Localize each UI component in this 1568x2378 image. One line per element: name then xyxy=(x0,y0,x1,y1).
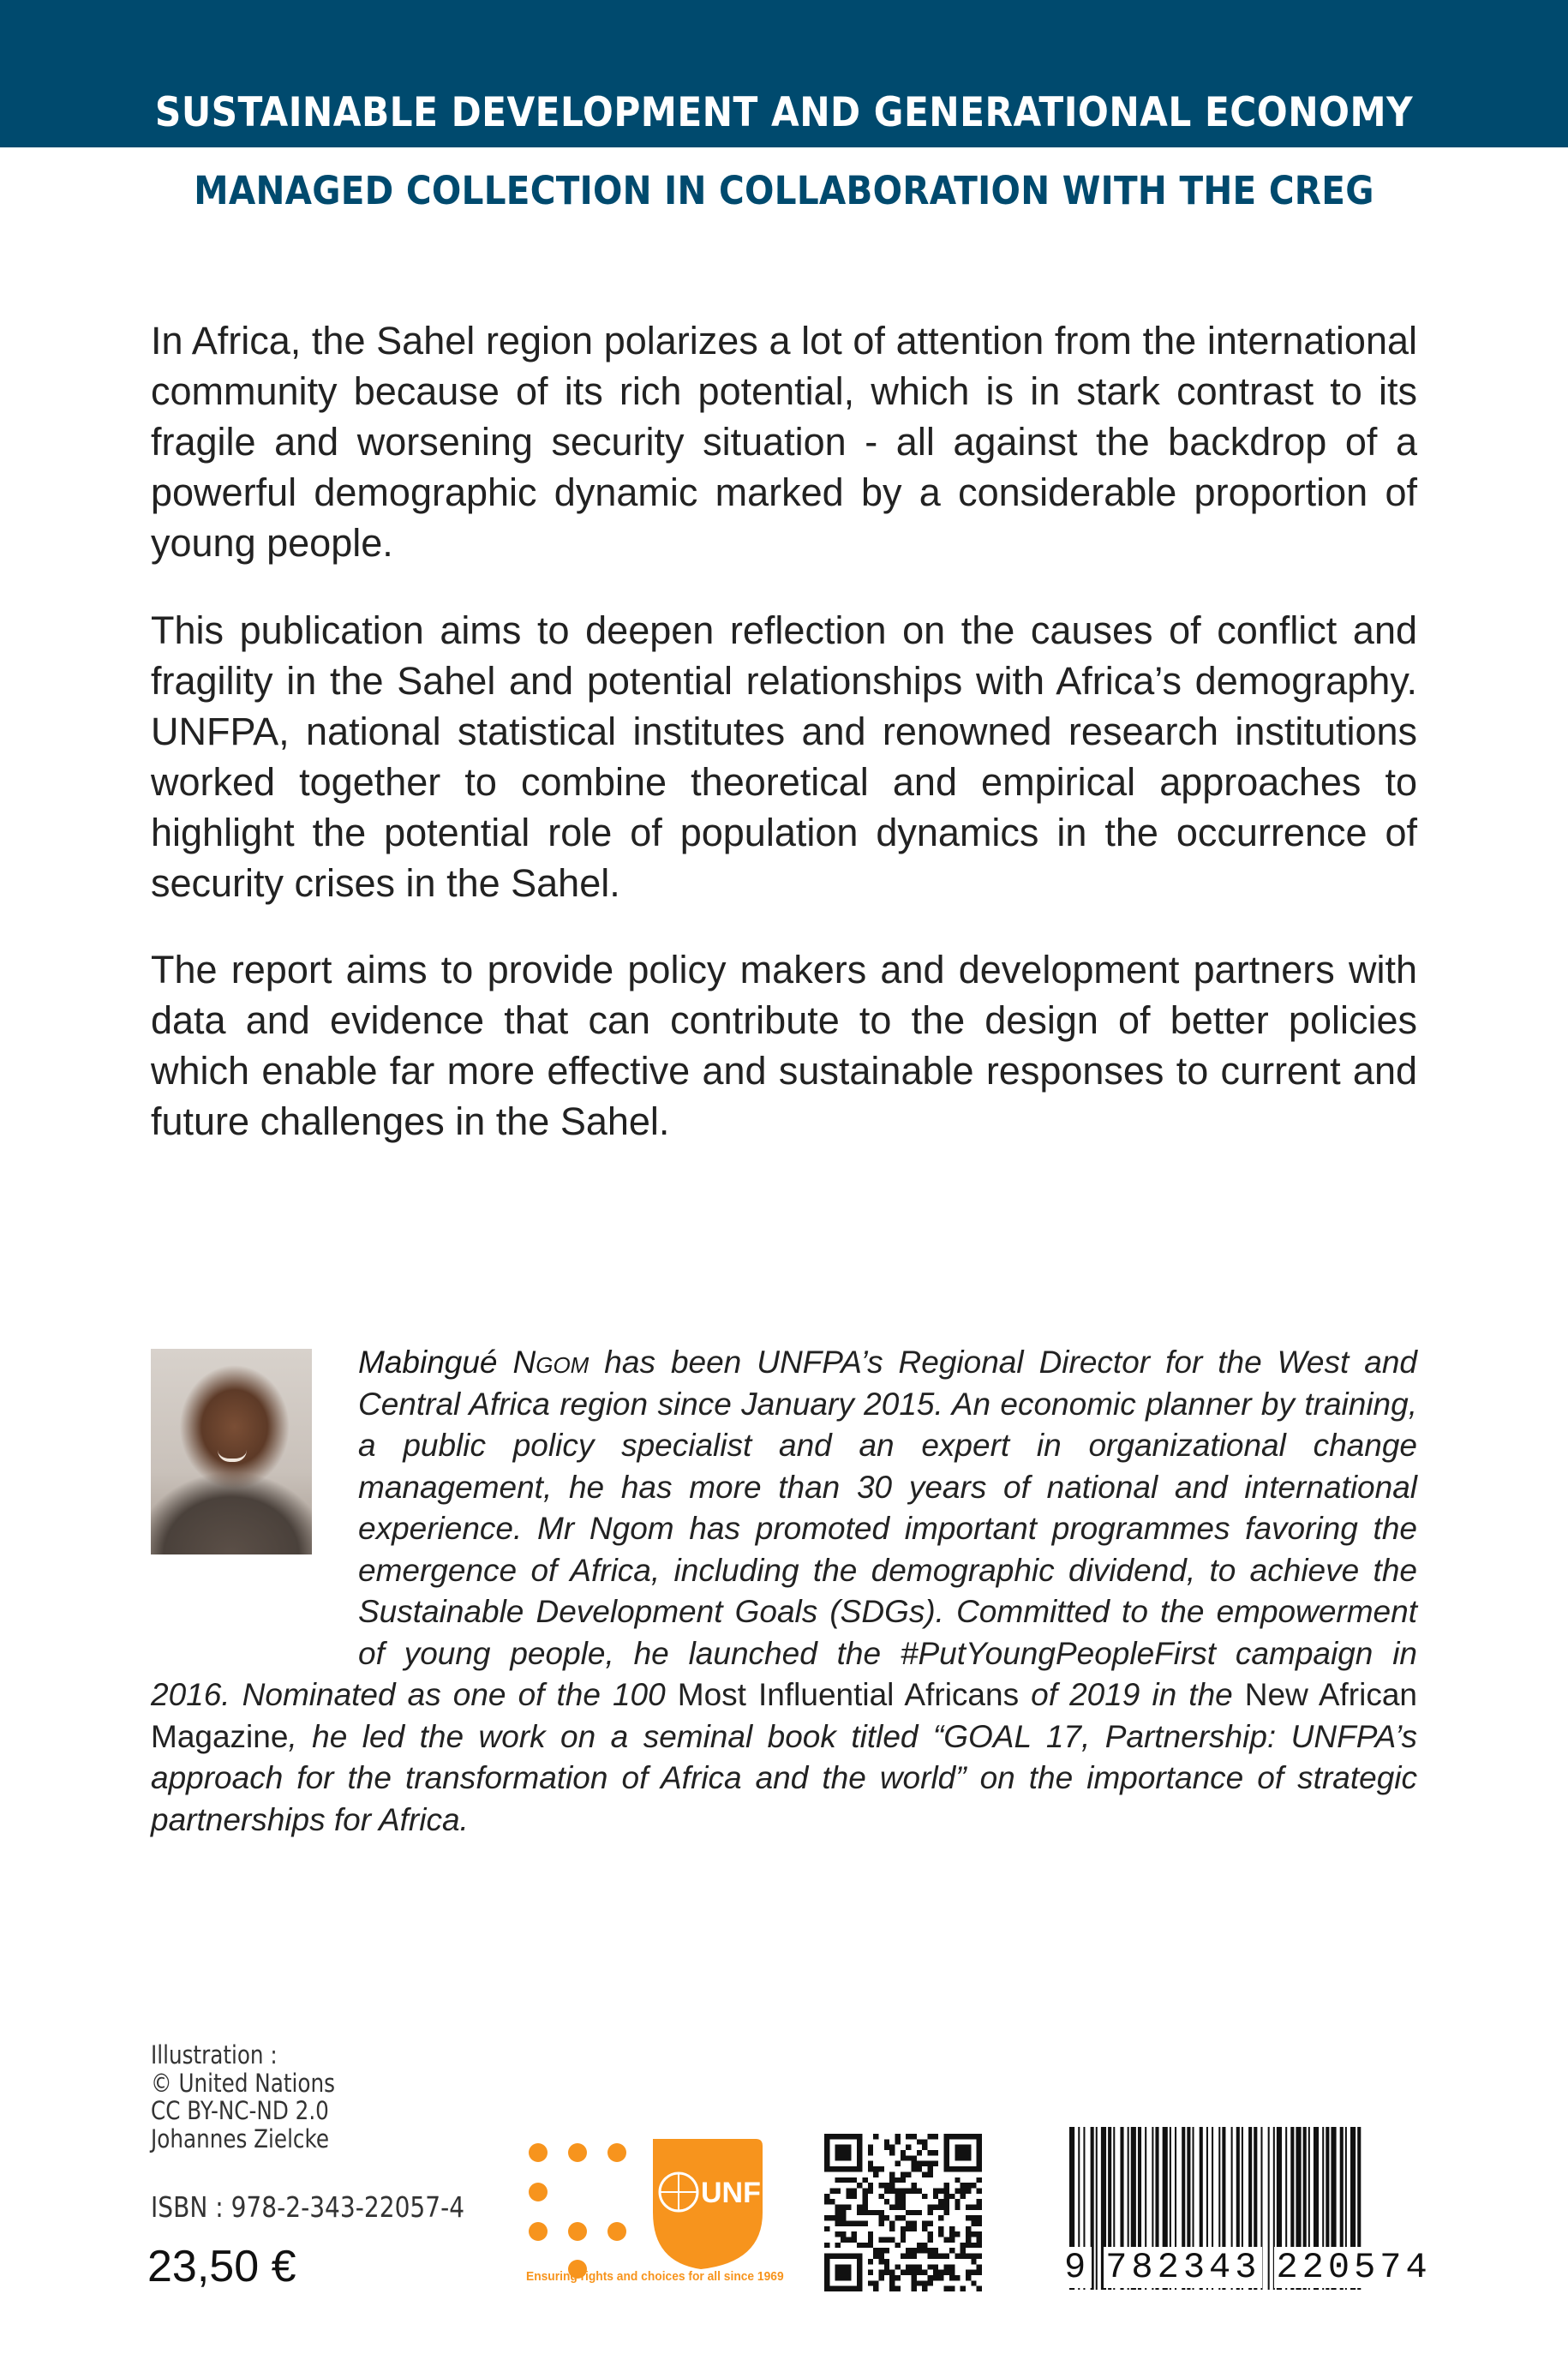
barcode-digit-group: 9 xyxy=(1064,2247,1091,2288)
barcode-digit-group: 220574 xyxy=(1276,2247,1432,2288)
unfpa-tagline: Ensuring rights and choices for all since 1969 xyxy=(526,2269,784,2284)
summary-paragraph-3: The report aims to provide policy makers and development partners with data and evidence that can contribute to the design of better policies which enable far more effective and sustainable responses to current and future challenges in the Sahel. xyxy=(151,948,1417,1143)
credit-line: Johannes Zielcke xyxy=(151,2123,330,2153)
unfpa-logo-text: UNFPA xyxy=(701,2177,799,2209)
author-bio-award: Most Influential Africans xyxy=(677,1677,1020,1712)
qr-code xyxy=(824,2134,982,2291)
author-name-last: Ngom xyxy=(512,1345,589,1380)
barcode-digit-group: 782343 xyxy=(1105,2247,1261,2288)
header-band xyxy=(0,0,1568,147)
author-bio-magazine: New African Magazine xyxy=(151,1677,1417,1754)
isbn: ISBN : 978-2-343-22057-4 xyxy=(151,2190,465,2224)
collection-subtitle: MANAGED COLLECTION IN COLLABORATION WITH THE CREG xyxy=(194,168,1374,213)
credit-line: CC BY-NC-ND 2.0 xyxy=(151,2096,329,2125)
illustration-credits xyxy=(151,2041,335,2153)
barcode-digits xyxy=(1062,2247,1432,2288)
author-bio-text-1: has been UNFPA’s Regional Director for the West and Central Africa region since January 2015. An economic planner by training, a public policy specialist and an expert in organizational change management, he has more than 30 years of national and international experience. Mr Ngom has promoted important programmes favoring the emergence of Africa, including the demographic dividend, to achieve the Sustainable Development Goals (SDGs). Committed to the empowerment of young people, he launched the #PutYoungPeopleFirst campaign in 2016. Nominated as one of the 100 xyxy=(151,1345,1417,1712)
credit-line: Illustration : xyxy=(151,2040,278,2070)
author-name-first: Mabingué xyxy=(358,1345,513,1380)
summary-paragraph-2: This publication aims to deepen reflection on the causes of conflict and fragility in the Sahel and potential relationships with Africa’s demography. UNFPA, national statistical institutes and renowned research institutions worked together to combine theoretical and empirical approaches to highlight the potential role of population dynamics in the occurrence of security crises in the Sahel. xyxy=(151,608,1417,905)
credit-line: © United Nations xyxy=(151,2068,335,2098)
author-bio-text-2: of 2019 in the xyxy=(1019,1677,1245,1712)
series-title: SUSTAINABLE DEVELOPMENT AND GENERATIONAL ECONOMY xyxy=(154,89,1414,136)
summary-paragraph-1: In Africa, the Sahel region polarizes a lot of attention from the international community because of its rich potential, which is in stark contrast to its fragile and worsening security situation - all against the backdrop of a powerful demographic dynamic marked by a considerable proportion of young people. xyxy=(151,319,1417,565)
unfpa-logo xyxy=(524,2134,799,2288)
author-bio xyxy=(151,1342,1417,1841)
author-bio-text-3: , he led the work on a seminal book titled “GOAL 17, Partnership: UNFPA’s approach for the transformation of Africa and the world” on the importance of strategic partnerships for Africa. xyxy=(151,1718,1417,1837)
price: 23,50 € xyxy=(147,2242,296,2291)
